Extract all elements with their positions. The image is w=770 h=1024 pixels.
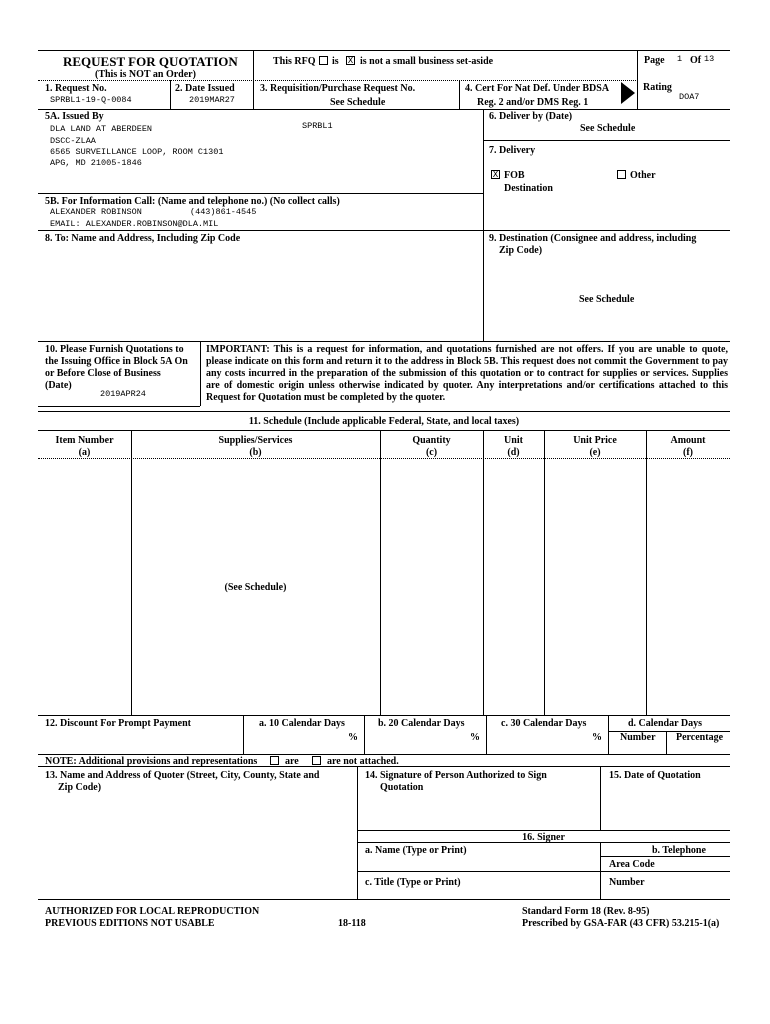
fob-label: FOB [504, 170, 525, 181]
page-total: 13 [704, 54, 715, 64]
see-schedule-text: (See Schedule) [224, 582, 287, 593]
signature-label-2: Quotation [380, 782, 424, 793]
issued-by-line: APG, MD 21005-1846 [50, 158, 142, 168]
are-not-checkbox[interactable] [312, 756, 321, 765]
info-call-label: 5B. For Information Call: (Name and telephone no.) (No collect calls) [45, 196, 340, 207]
request-no-label: 1. Request No. [45, 83, 107, 94]
of-label: Of [690, 55, 702, 66]
col-quantity-code: (c) [425, 447, 438, 458]
discount-number-label: Number [620, 732, 656, 743]
footer-editions: PREVIOUS EDITIONS NOT USABLE [45, 918, 215, 929]
signer-label: 16. Signer [522, 832, 565, 843]
discount-10-label: a. 10 Calendar Days [259, 718, 345, 729]
col-supplies: Supplies/Services [218, 435, 293, 446]
issued-by-line: 6565 SURVEILLANCE LOOP, ROOM C1301 [50, 147, 224, 157]
is-label: is [332, 56, 339, 67]
info-call-name: ALEXANDER ROBINSON [50, 207, 142, 217]
note-text: NOTE: Additional provisions and representations [45, 756, 258, 767]
signer-telephone-label: b. Telephone [652, 845, 706, 856]
date-issued-label: 2. Date Issued [175, 83, 235, 94]
is-checkbox[interactable] [319, 56, 328, 65]
page-number: 1 [677, 54, 683, 64]
col-unit-price: Unit Price [573, 435, 617, 446]
col-supplies-code: (b) [249, 447, 262, 458]
issued-by-label: 5A. Issued By [45, 111, 104, 122]
issued-by-line: DSCC-ZLAA [50, 136, 96, 146]
footer-reproduction: AUTHORIZED FOR LOCAL REPRODUCTION [45, 906, 260, 917]
furnish-line: the Issuing Office in Block 5A On [45, 356, 188, 367]
issued-by-code: SPRBL1 [302, 121, 333, 131]
discount-20-label: b. 20 Calendar Days [378, 718, 465, 729]
close-date: 2019APR24 [100, 389, 146, 399]
signer-name-label: a. Name (Type or Print) [365, 845, 467, 856]
area-code-label: Area Code [609, 859, 655, 870]
cert-label-1: 4. Cert For Nat Def. Under BDSA [465, 83, 610, 94]
cert-label-2: Reg. 2 and/or DMS Reg. 1 [477, 97, 589, 108]
discount-d-label: d. Calendar Days [628, 718, 702, 729]
date-issued-value: 2019MAR27 [189, 95, 235, 105]
are-checkbox[interactable] [270, 756, 279, 765]
rating-value: DOA7 [679, 92, 700, 102]
furnish-line: 10. Please Furnish Quotations to [45, 344, 184, 355]
requisition-label: 3. Requisition/Purchase Request No. [260, 83, 416, 94]
col-unit-code: (d) [507, 447, 520, 458]
discount-10-pct: % [348, 732, 358, 743]
note-are: are [285, 756, 299, 767]
col-unit: Unit [504, 435, 523, 446]
page-label: Page [644, 55, 665, 66]
is-not-checkbox[interactable]: X [347, 56, 354, 65]
footer-form-code: 18-118 [338, 918, 366, 929]
rating-label: Rating [643, 82, 672, 93]
discount-percentage-label: Percentage [676, 732, 724, 743]
col-unit-price-code: (e) [589, 447, 601, 458]
discount-30-label: c. 30 Calendar Days [501, 718, 587, 729]
other-checkbox[interactable] [617, 170, 626, 179]
form-title: REQUEST FOR QUOTATION [63, 54, 238, 69]
destination-label-1: 9. Destination (Consignee and address, including [489, 233, 697, 244]
discount-30-pct: % [592, 732, 602, 743]
destination-label-2: Zip Code) [499, 245, 543, 256]
signer-title-label: c. Title (Type or Print) [365, 877, 461, 888]
delivery-label: 7. Delivery [489, 145, 536, 156]
setaside-label: is not a small business set-aside [360, 56, 494, 67]
request-no-value: SPRBL1-19-Q-0084 [50, 95, 132, 105]
quotation-date-label: 15. Date of Quotation [609, 770, 701, 781]
discount-label: 12. Discount For Prompt Payment [45, 718, 192, 729]
issued-by-line: DLA LAND AT ABERDEEN [50, 124, 153, 134]
deliver-by-value: See Schedule [580, 123, 636, 134]
col-quantity: Quantity [412, 435, 451, 446]
info-call-phone: (443)861-4545 [190, 207, 257, 217]
info-call-email: EMAIL: ALEXANDER.ROBINSON@DLA.MIL [50, 219, 219, 229]
footer-standard-form: Standard Form 18 (Rev. 8-95) [522, 906, 650, 917]
discount-20-pct: % [470, 732, 480, 743]
fob-checkbox[interactable]: X [492, 170, 499, 179]
footer-prescribed: Prescribed by GSA-FAR (43 CFR) 53.215-1(a) [522, 918, 720, 929]
note-are-not: are not attached. [327, 756, 399, 767]
phone-number-label: Number [609, 877, 645, 888]
to-address-label: 8. To: Name and Address, Including Zip Code [45, 233, 241, 244]
form-subtitle: (This is NOT an Order) [95, 69, 196, 80]
col-amount: Amount [670, 435, 706, 446]
furnish-line: or Before Close of Business [45, 368, 161, 379]
other-label: Other [630, 170, 656, 181]
deliver-by-label: 6. Deliver by (Date) [489, 111, 573, 122]
quoter-address-label-2: Zip Code) [58, 782, 102, 793]
fob-destination: Destination [504, 183, 553, 194]
col-item-number: Item Number [55, 435, 114, 446]
col-item-code: (a) [78, 447, 91, 458]
important-notice: IMPORTANT: This is a request for information, and quotations furnished are not offers. If you are unable to quote, please indicate on this form and return it to the address in Block 5B. This request does not commit the Government to pay any costs incurred in the preparation of the submission of this quotation or to contract for supplies or services. Supplies are of domestic origin unless otherwise indicated by quoter. Any interpretations and/or certifications attached to this Request for Quotation must be completed by the quoter. [206, 344, 728, 403]
arrow-right-icon [621, 82, 635, 104]
signature-label-1: 14. Signature of Person Authorized to Sign [365, 770, 547, 781]
furnish-line: (Date) [45, 380, 72, 391]
destination-value: See Schedule [579, 294, 635, 305]
schedule-label: 11. Schedule (Include applicable Federal, State, and local taxes) [248, 416, 520, 427]
requisition-value: See Schedule [330, 97, 386, 108]
rfq-label: This RFQ [273, 56, 316, 67]
quoter-address-label-1: 13. Name and Address of Quoter (Street, City, County, State and [45, 770, 320, 781]
col-amount-code: (f) [683, 447, 693, 458]
